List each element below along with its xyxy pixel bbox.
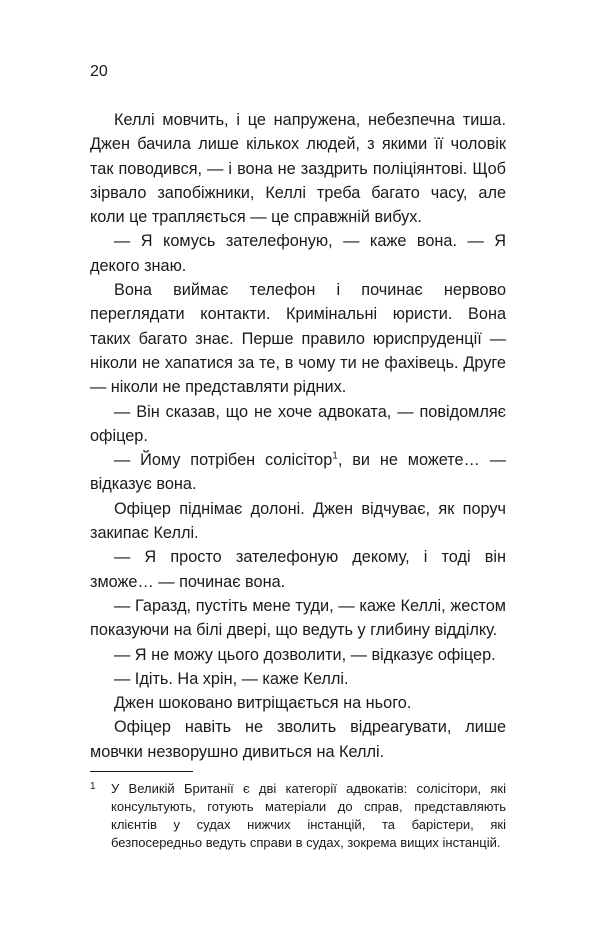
footnote-text: У Великій Британії є дві категорії адвокатів: солісітори, які консультують, готують матеріали до справ, представляють клієнтів у судах нижчих інстанцій, та барістери, які безпосередньо ведуть справи в судах, зокрема вищих інстанцій.	[111, 781, 506, 850]
footnote-separator	[90, 771, 193, 772]
paragraph: — Ідіть. На хрін, — каже Келлі.	[114, 669, 349, 688]
paragraph: — Я комусь зателефоную, — каже вона. — Я декого знаю.	[90, 232, 506, 275]
paragraph: Офіцер навіть не зволить відреагувати, лише мовчки незворушно дивиться на Келлі.	[90, 718, 506, 761]
paragraph: Офіцер піднімає долоні. Джен відчуває, як поруч закипає Келлі.	[90, 499, 506, 543]
footnote-reference: 1	[332, 450, 338, 462]
paragraph: — Гаразд, пустіть мене туди, — каже Келлі, жестом показуючи на білі двері, що ведуть у глибину відділку.	[90, 596, 506, 640]
paragraph: Келлі мовчить, і це напружена, небезпечна тиша. Джен бачила лише кількох людей, з якими її чоловік так поводився, — і вона не заздрить поліціянтові. Щоб зірвало запобіжники, Келлі треба багато часу, але коли це трапляється — це справжній вибух.	[90, 111, 506, 227]
paragraph-with-footnote-ref	[90, 448, 506, 497]
page-number: 20	[90, 63, 108, 80]
paragraph-text-tail: , ви не можете… — відказує вона.	[90, 451, 506, 494]
paragraph: — Я просто зателефоную декому, і тоді він зможе… — починає вона.	[90, 548, 506, 591]
footnote-marker: 1	[90, 781, 96, 792]
paragraph: — Він сказав, що не хоче адвоката, — повідомляє офіцер.	[90, 402, 506, 445]
paragraph: Вона виймає телефон і починає нервово переглядати контакти. Кримінальні юристи. Вона таких багато знає. Перше правило юриспруденції — ніколи не хапатися за те, в чому ти не фахівець. Друге — ніколи не представляти рідних.	[90, 281, 506, 397]
footnote	[90, 780, 506, 852]
body-text	[90, 108, 506, 764]
paragraph-text: — Йому потрібен солісітор	[114, 451, 333, 470]
paragraph: — Я не можу цього дозволити, — відказує офіцер.	[114, 645, 496, 664]
paragraph: Джен шоковано витріщається на нього.	[114, 694, 412, 713]
